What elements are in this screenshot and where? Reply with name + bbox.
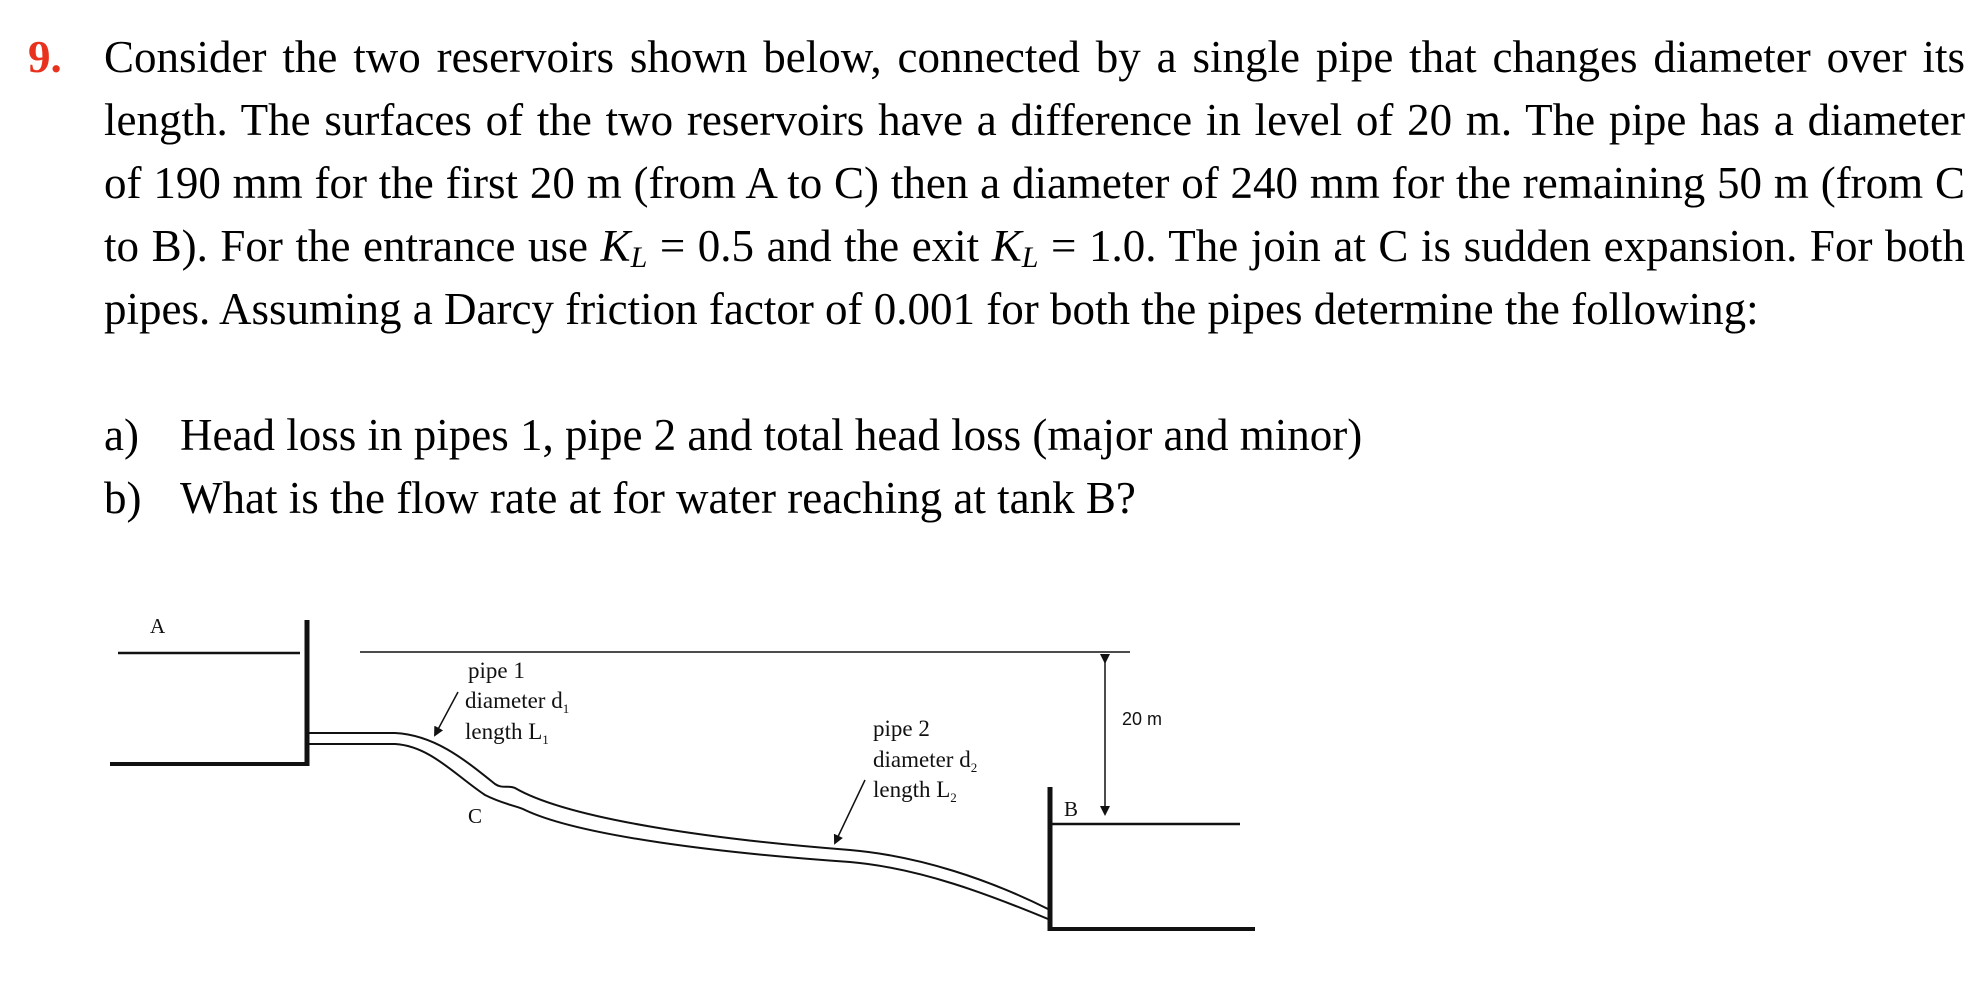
stem-part-2: = 0.5 and the exit (647, 221, 992, 271)
k-symbol-entrance: K (600, 221, 631, 271)
question-stem (104, 26, 1965, 341)
pipe2-diameter-text: diameter d (873, 747, 971, 772)
sub-question-a-label: a) (104, 410, 139, 460)
pipe2-pointer-arrow (835, 780, 865, 843)
label-a: A (150, 614, 166, 638)
pipe-lower-wall (309, 744, 1048, 919)
question-number: 9. (28, 32, 62, 82)
level-difference-label: 20 m (1122, 709, 1163, 729)
pipe2-name: pipe 2 (873, 716, 930, 741)
sub-question-b (104, 467, 1136, 530)
stem-part-1: Consider the two reservoirs shown below, connected by a single pipe that changes diameter over its length. The surfaces of the two reservoirs have a difference in level of 20 m. The pipe has a diameter of 190 mm for the first 20 m (from A to C) then a diameter of 240 mm for the remaining 50 m (from C to B). For the entrance use (104, 32, 1965, 271)
pipe2-diameter (873, 747, 977, 775)
sub-question-b-text: What is the flow rate at for water reaching at tank B? (180, 473, 1136, 523)
pipe1-diameter-subscript: 1 (562, 701, 570, 716)
k-symbol-exit: K (991, 221, 1022, 271)
sub-question-a-text: Head loss in pipes 1, pipe 2 and total head loss (major and minor) (180, 410, 1363, 460)
pipe1-diameter (465, 688, 569, 716)
k-subscript-exit: L (1021, 241, 1039, 274)
pipe2-length-text: length L (873, 777, 951, 802)
pipe1-pointer-arrow (435, 692, 458, 735)
label-b: B (1064, 797, 1079, 821)
k-subscript-entrance: L (630, 241, 648, 274)
label-c: C (468, 804, 483, 828)
pipe2-diameter-subscript: 2 (970, 760, 978, 775)
pipe1-diameter-text: diameter d (465, 688, 563, 713)
sub-question-b-label: b) (104, 473, 142, 523)
pipe2-length (873, 777, 957, 805)
pipe2-length-subscript: 2 (950, 790, 957, 805)
stem-part-3: = 1.0. The join at C is sudden expansion. For both pipes. Assuming a Darcy friction factor of 0.001 for both the pipes determine the following: (104, 221, 1965, 334)
pipe-upper-wall (309, 733, 1048, 909)
pipe1-length-subscript: 1 (542, 732, 549, 747)
pipe1-name: pipe 1 (468, 658, 525, 683)
sub-question-a (104, 404, 1362, 467)
pipe1-length-text: length L (465, 719, 543, 744)
pipe1-length (465, 719, 549, 747)
